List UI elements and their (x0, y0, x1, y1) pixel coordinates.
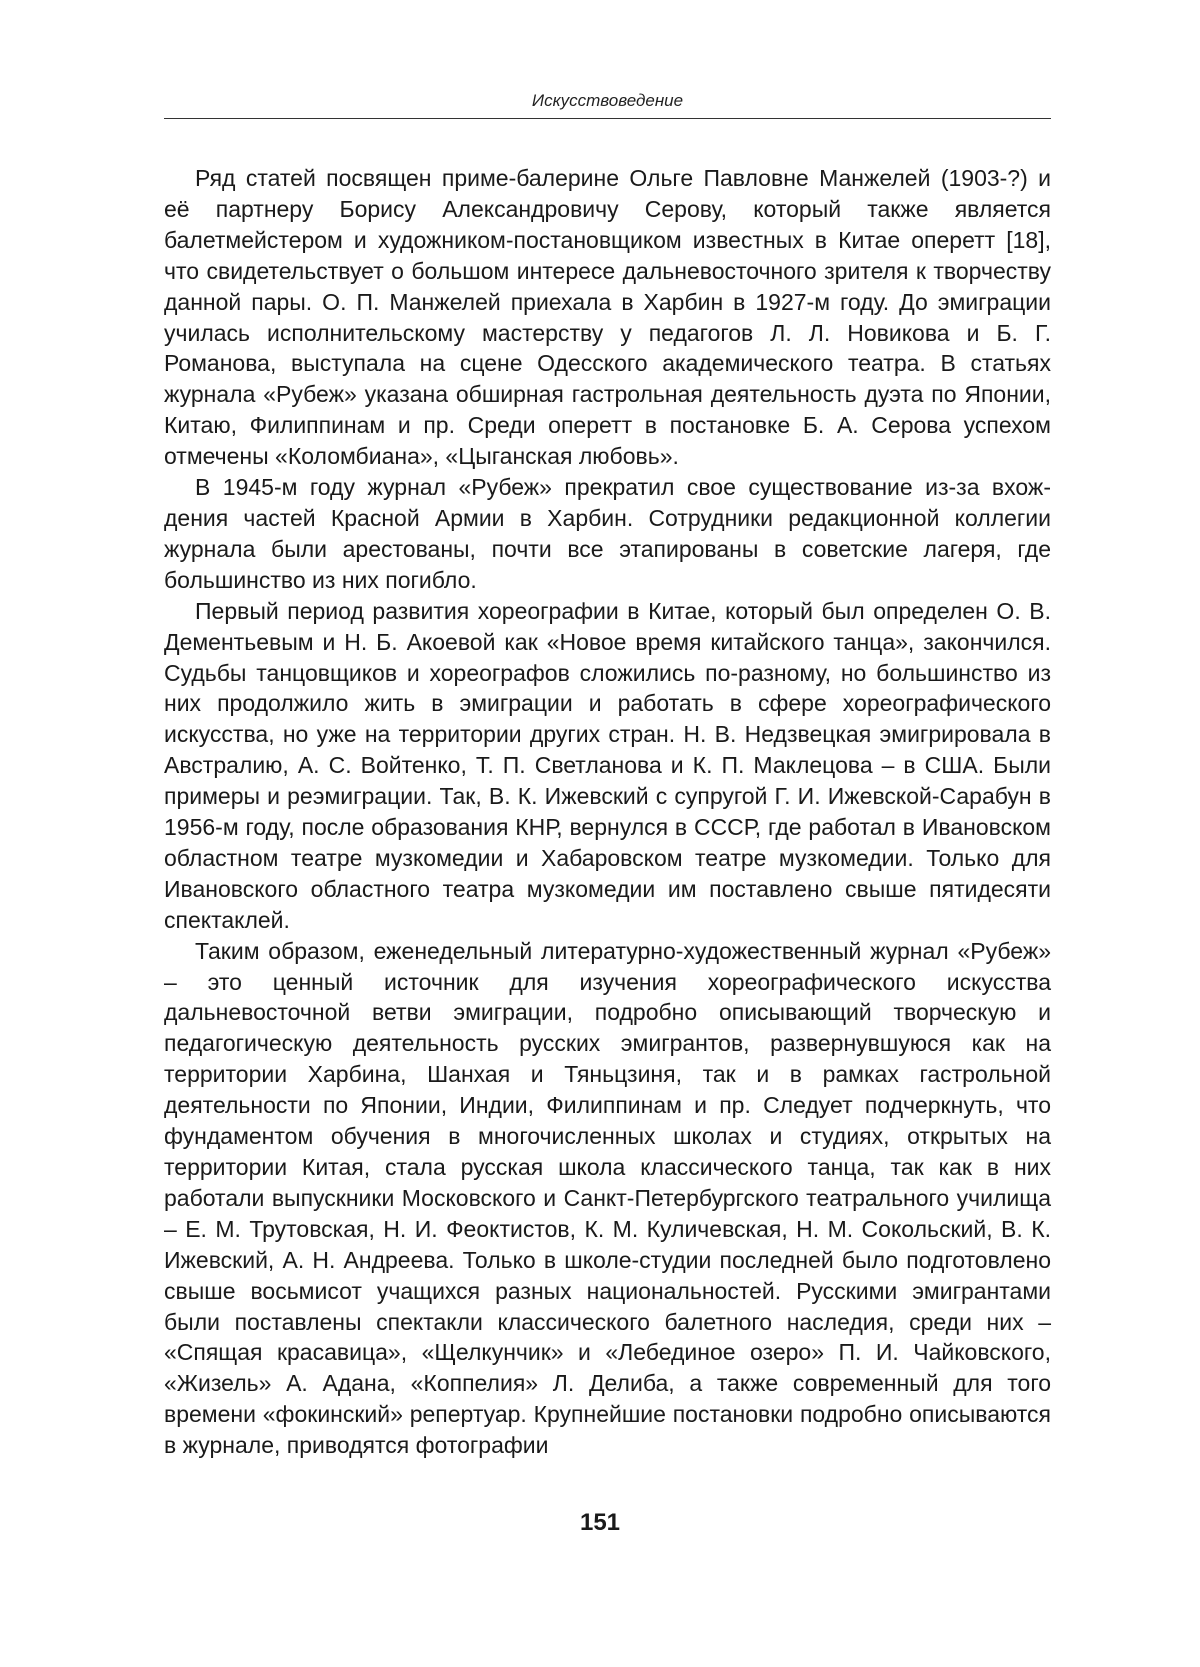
paragraph: Ряд статей посвящен приме-балерине Ольге Павловне Манжелей (1903-?) и её партнеру Борису Александровичу Серову, который также является балетмейстером и художником-постановщиком известных в Китае оперетт [18], что свидетельствует о большом интересе дальневосточного зрителя к творчеству данной пары. О. П. Манжелей приехала в Харбин в 1927-м году. До эмиграции училась исполнительскому мастерству у педагогов Л. Л. Новикова и Б. Г. Романова, выступала на сцене Одесского академического театра. В статьях журнала «Рубеж» указана обширная гастрольная деятельность дуэта по Японии, Китаю, Филиппинам и пр. Среди оперетт в постановке Б. А. Серова успехом отмечены «Коломбиана», «Цыганская любовь». (164, 165, 1051, 470)
page-header (164, 84, 1051, 119)
paragraph: В 1945-м году журнал «Рубеж» прекратил свое существование из-за вхождения частей Красной Армии в Харбин. Сотрудники редакционной коллегии журнала были арестованы, почти все этапированы в советские лагеря, где большинство из них погибло. (164, 474, 1051, 593)
article-body (164, 163, 1051, 1461)
paragraph: Таким образом, еженедельный литературно-художественный журнал «Рубеж» – это ценный источник для изучения хореографического искусства дальневосточной ветви эмиграции, подробно описывающий творческую и педагогическую деятельность русских эмигрантов, развернувшуюся как на территории Харбина, Шанхая и Тяньцзиня, так и в рамках гастрольной деятельности по Японии, Индии, Филиппинам и пр. Следует подчеркнуть, что фундаментом обучения в многочисленных школах и студиях, открытых на территории Китая, стала русская школа классического танца, так как в них работали выпускники Московского и Санкт-Петербургского театрального училища – Е. М. Трутовская, Н. И. Феоктистов, К. М. Куличевская, Н. М. Сокольский, В. К. Ижевский, А. Н. Андреева. Только в школе-студии последней было подготовлено свыше восьмисот учащихся разных национальностей. Русскими эмигрантами были поставлены спектакли классического балетного наследия, среди них – «Спящая красавица», «Щелкунчик» и «Лебединое озеро» П. И. Чайковского, «Жизель» А. Адана, «Коппелия» Л. Делиба, а также современный для того времени «фокинский» репертуар. Крупнейшие постановки подробно описываются в журнале, приводятся фотографии (164, 937, 1051, 1459)
paragraph: Первый период развития хореографии в Китае, который был определен О. В. Дементьевым и Н. Б. Акоевой как «Новое время китайского танца», закончился. Судьбы танцовщиков и хореографов сложились по-разному, но большинство из них продолжило жить в эмиграции и работать в сфере хореографического искусства, но уже на территории других стран. Н. В. Недзвецкая эмигрировала в Австралию, А. С. Войтенко, Т. П. Светланова и К. П. Маклецова – в США. Были примеры и реэмиграции. Так, В. К. Ижевский с супругой Г. И. Ижевской-Сарабун в 1956-м году, после образования КНР, вернулся в СССР, где работал в Ивановском областном театре музкомедии и Хабаровском театре музкомедии. Только для Ивановского областного театра музкомедии им поставлено свыше пятидесяти спектаклей. (164, 597, 1051, 933)
running-head: Искусствоведение (531, 91, 684, 110)
page-number: 151 (579, 1509, 621, 1536)
